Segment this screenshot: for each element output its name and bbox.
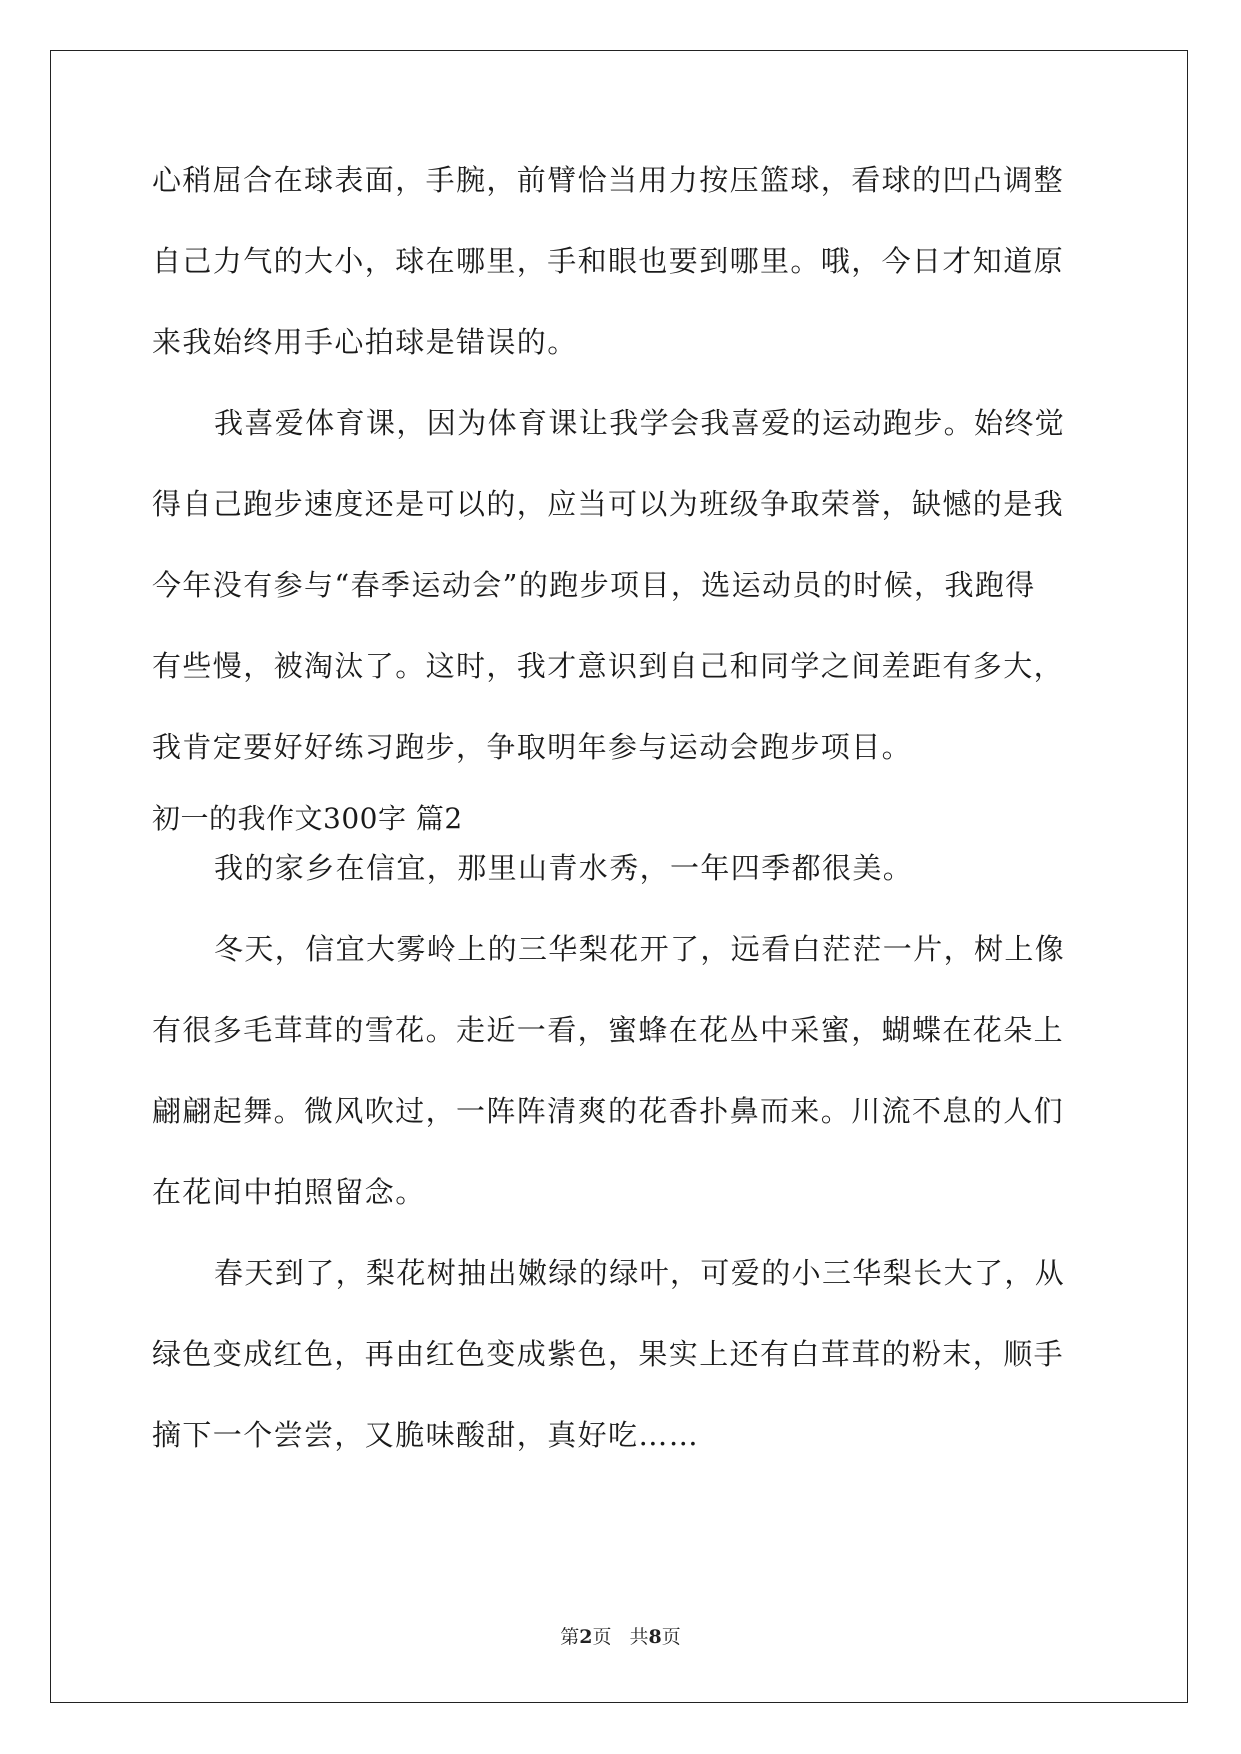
text-line: 今年没有参与“春季运动会”的跑步项目，选运动员的时候，我跑得: [152, 568, 1036, 602]
paragraph-start-line: 春天到了，梨花树抽出嫩绿的绿叶，可爱的小三华梨长大了，从: [214, 1256, 1066, 1290]
footer-total-prefix: 共: [629, 1626, 649, 1648]
text-line: 有些慢，被淘汰了。这时，我才意识到自己和同学之间差距有多大，: [152, 649, 1065, 683]
paragraph-start-line: 我的家乡在信宜，那里山青水秀，一年四季都很美。: [214, 851, 914, 885]
text-line: 心稍屈合在球表面，手腕，前臂恰当用力按压篮球，看球的凹凸调整: [152, 163, 1065, 197]
text-line: 绿色变成红色，再由红色变成紫色，果实上还有白茸茸的粉末，顺手: [152, 1337, 1065, 1371]
section-heading: 初一的我作文300字 篇2: [152, 802, 463, 835]
text-line: 摘下一个尝尝，又脆味酸甜，真好吃……: [152, 1418, 700, 1452]
text-line: 我肯定要好好练习跑步，争取明年参与运动会跑步项目。: [152, 730, 913, 764]
page-footer: [0, 1625, 1241, 1649]
document-body: [152, 160, 1090, 1456]
text-line: 有很多毛茸茸的雪花。走近一看，蜜蜂在花丛中采蜜，蝴蝶在花朵上: [152, 1013, 1065, 1047]
total-pages: 8: [648, 1626, 662, 1648]
text-line: 来我始终用手心拍球是错误的。: [152, 325, 578, 359]
text-line: 在花间中拍照留念。: [152, 1175, 426, 1209]
footer-total-suffix: 页: [661, 1626, 681, 1648]
footer-page-suffix: 页: [592, 1626, 612, 1648]
text-line: 自己力气的大小，球在哪里，手和眼也要到哪里。哦，今日才知道原: [152, 244, 1065, 278]
page-number: 2: [579, 1626, 593, 1648]
text-line: 翩翩起舞。微风吹过，一阵阵清爽的花香扑鼻而来。川流不息的人们: [152, 1094, 1065, 1128]
paragraph-start-line: 冬天，信宜大雾岭上的三华梨花开了，远看白茫茫一片，树上像: [214, 932, 1066, 966]
footer-prefix: 第: [560, 1626, 580, 1648]
paragraph-start-line: 我喜爱体育课，因为体育课让我学会我喜爱的运动跑步。始终觉: [214, 406, 1066, 440]
text-line: 得自己跑步速度还是可以的，应当可以为班级争取荣誉，缺憾的是我: [152, 487, 1065, 521]
